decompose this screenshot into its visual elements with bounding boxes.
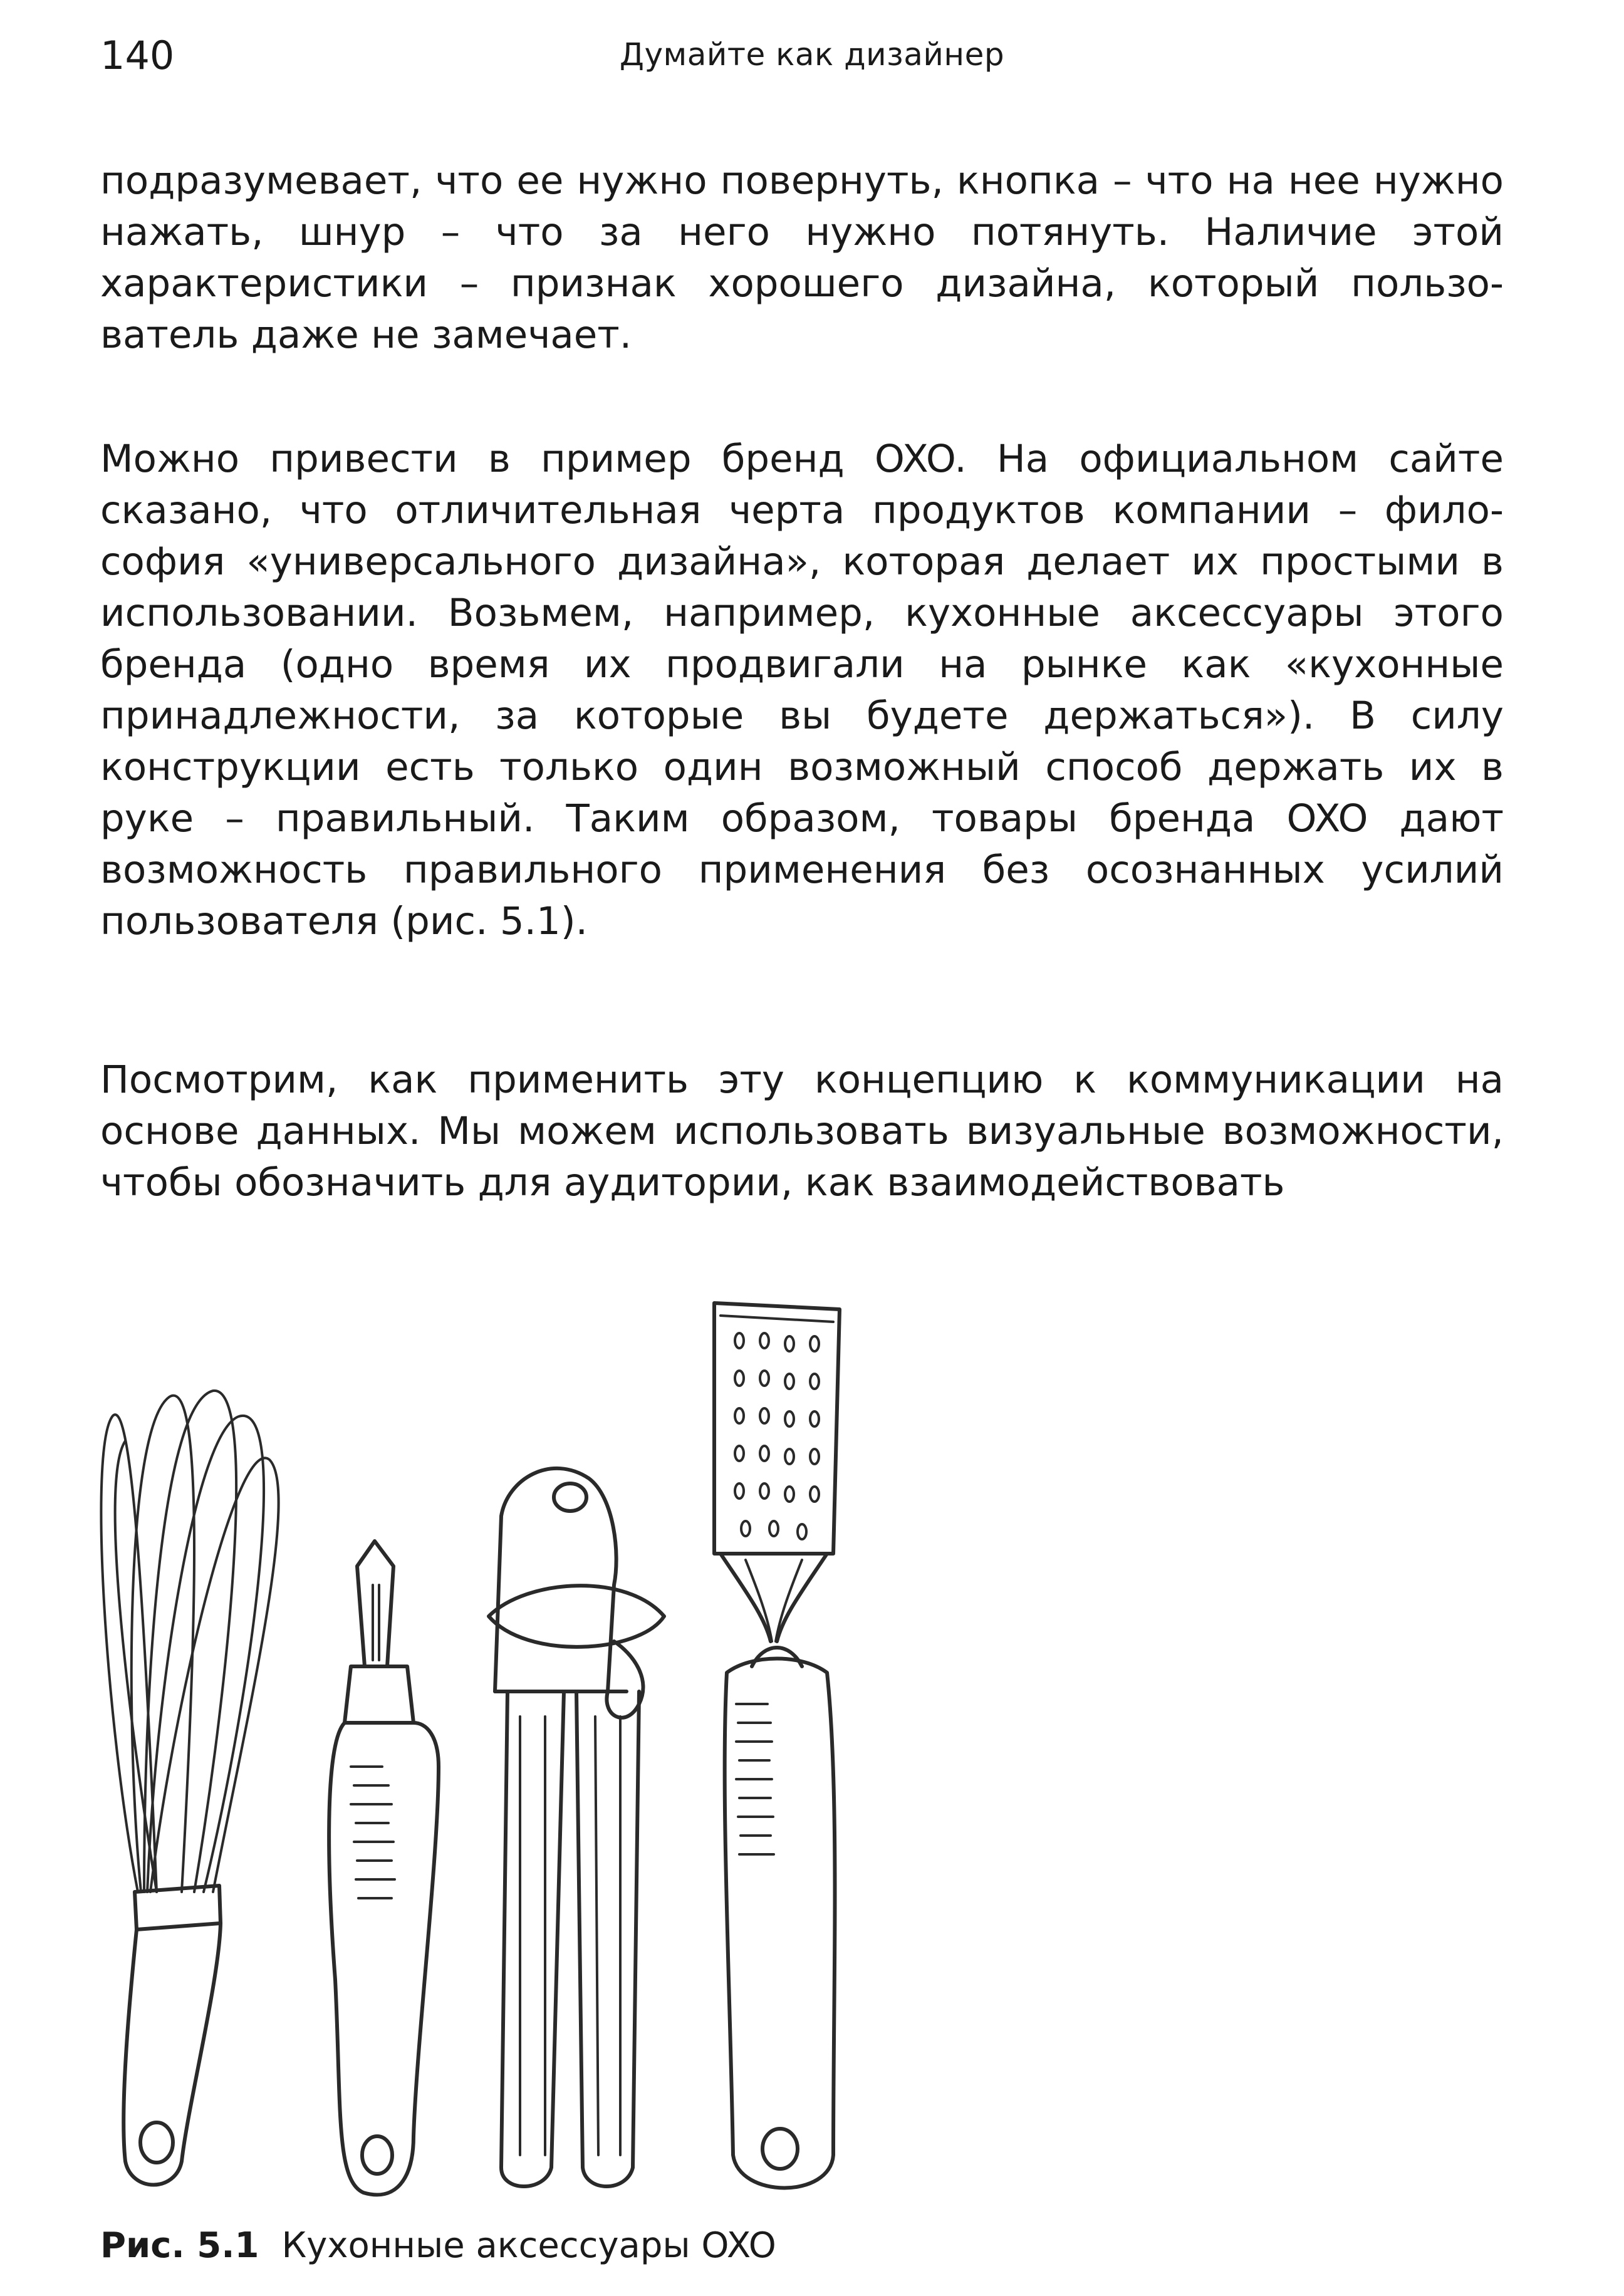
paragraph-3: Посмотрим, как применить эту концепцию к коммуникации на основе данных. Мы можем использовать визуальные возможности, чтобы обозначить для аудитории, как взаимодействовать	[100, 1057, 1504, 1205]
peeler-drawing	[329, 1541, 439, 2195]
figure-caption-text: Кухонные аксессуары OXO	[281, 2225, 776, 2266]
whisk-drawing	[101, 1391, 278, 2185]
paragraph-1: подразумевает, что ее нужно повернуть, кнопка – что на нее нужно нажать, шнур – что за него нужно потянуть. Наличие этой характеристики – признак хорошего дизайна, который пользователь даже не замечает.	[100, 158, 1504, 357]
paragraph-2: Можно привести в пример бренд OXO. На официальном сайте сказано, что отличительная черта продуктов компании – философия «универсального дизайна», которая делает их простыми в использовании. Возьмем, например, кухонные аксессуары этого бренда (одно время их продвигали на рынке как «кухонные принадлежности, за которые вы будете держаться»). В силу конструкции есть только один возможный способ держать их в руке – правильный. Таким образом, товары бренда OXO дают возможность правильного применения без осознанных усилий пользователя (рис. 5.1).	[100, 437, 1504, 943]
can-opener-drawing	[489, 1468, 664, 2186]
figure-caption	[100, 2225, 776, 2266]
page-number: 140	[100, 33, 175, 78]
running-head: Думайте как дизайнер	[619, 36, 1005, 73]
grater-drawing	[714, 1303, 840, 2188]
figure-label: Рис. 5.1	[100, 2225, 259, 2266]
figure-kitchen-tools	[88, 1291, 977, 2211]
